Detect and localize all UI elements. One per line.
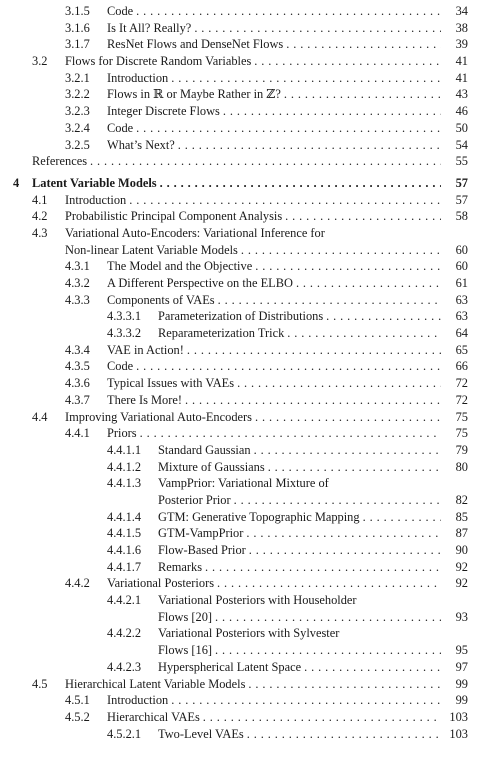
dot-leader [238,242,441,259]
toc-entry-title: Standard Gaussian [158,442,251,457]
toc-entry-title: Integer Discrete Flows [107,104,220,119]
toc-entry-title: Variational Posteriors with Sylvester [158,626,340,641]
dot-leader [244,726,441,743]
dot-leader [157,175,441,192]
toc-entry-number: 4.4.2.2 [107,626,142,641]
toc-entry-title: Mixture of Gaussians [158,459,265,474]
toc-entry-number: 4.5.2 [65,709,90,724]
toc-entry-title: Variational Posteriors with Householder [158,593,357,608]
toc-entry-number: 3.1.5 [65,4,90,18]
toc-entry-number: 4.3.4 [65,342,90,357]
toc-entry[interactable] [0,642,481,659]
toc-entry-title: Hierarchical VAEs [107,709,200,724]
dot-leader [202,559,441,576]
toc-entry[interactable] [0,308,481,325]
toc-entry-title: Reparameterization Trick [158,326,285,341]
toc-entry-number: 4 [13,175,20,190]
toc-entry[interactable] [0,409,481,426]
toc-entry[interactable] [0,592,481,609]
toc-entry-title: Priors [107,426,137,441]
toc-entry-number: 4.4.1.4 [107,509,142,524]
toc-entry-title: Is It All? Really? [107,20,192,35]
toc-entry-number: 4.4.2.1 [107,593,142,608]
toc-entry[interactable] [0,225,481,242]
toc-entry[interactable] [0,609,481,626]
toc-entry-page: 80 [455,459,468,474]
toc-entry-title: Remarks [158,559,203,574]
toc-entry-number: 4.4.2 [65,576,90,591]
toc-entry-title: Posterior Prior [158,492,231,507]
toc-entry[interactable] [0,726,481,743]
dot-leader [231,492,441,509]
dot-leader [234,375,441,392]
toc-entry-page: 46 [455,104,468,119]
toc-entry-page: 50 [455,120,468,135]
toc-entry-page: 75 [455,409,468,424]
toc-entry-page: 64 [455,326,468,341]
toc-entry-title: ResNet Flows and DenseNet Flows [107,37,284,52]
toc-entry[interactable] [0,625,481,642]
toc-entry-title: Introduction [65,192,127,207]
toc-entry-number: 4.4.1.3 [107,476,142,491]
toc-entry-title: VAE in Action! [107,342,184,357]
dot-leader [283,36,441,53]
dot-leader [126,192,441,209]
toc-entry-number: 4.2 [32,209,48,224]
toc-entry-page: 92 [455,559,468,574]
toc-entry-page: 79 [455,442,468,457]
toc-entry-title: Flows in ℝ or Maybe Rather in ℤ? [107,87,281,102]
toc-entry[interactable] [0,292,481,309]
toc-entry-number: 4.4.2.3 [107,659,142,674]
toc-entry-page: 103 [449,709,468,724]
toc-entry-page: 61 [455,276,468,290]
toc-entry-number: 4.5 [32,676,48,691]
dot-leader [281,86,441,103]
toc-entry-number: 4.4.1.1 [107,442,142,457]
toc-entry-page: 63 [455,309,468,324]
toc-entry[interactable] [0,70,481,87]
toc-entry-title: Introduction [107,693,169,708]
toc-entry[interactable] [0,208,481,225]
toc-entry-title: A Different Perspective on the ELBO [107,276,293,290]
toc-entry[interactable] [0,20,481,37]
dot-leader [293,275,441,292]
dot-leader [265,459,441,476]
toc-entry-number: 4.3.3 [65,292,90,307]
toc-entry-title: GTM-VampPrior [158,526,244,541]
toc-entry[interactable] [0,492,481,509]
toc-entry-number: 4.4.1.5 [107,526,142,541]
toc-entry-number: 4.3.7 [65,392,90,407]
dot-leader [284,325,441,342]
toc-entry-number: 4.4.1.7 [107,559,142,574]
toc-entry-number: 4.5.2.1 [107,726,142,741]
toc-entry-number: 4.3.3.1 [107,309,142,324]
toc-entry[interactable] [0,676,481,693]
toc-entry-page: 99 [455,693,468,708]
dot-leader [214,575,441,592]
toc-entry-number: 4.5.1 [65,693,90,708]
toc-entry[interactable] [0,509,481,526]
toc-entry-title: The Model and the Objective [107,259,253,274]
toc-entry[interactable] [0,53,481,70]
toc-entry-page: 92 [455,576,468,591]
dot-leader [168,692,441,709]
toc-entry[interactable] [0,459,481,476]
toc-entry-title: Variational Auto-Encoders: Variational Inference for [65,225,325,240]
toc-entry-title: What’s Next? [107,137,175,152]
dot-leader [133,358,441,375]
toc-entry[interactable] [0,153,481,170]
toc-entry-page: 72 [455,376,468,391]
dot-leader [133,120,441,137]
toc-entry-page: 87 [455,526,468,541]
toc-entry-title: Hyperspherical Latent Space [158,659,302,674]
toc-entry-page: 65 [455,342,468,357]
toc-entry-number: 4.3.3.2 [107,326,142,341]
toc-entry[interactable] [0,375,481,392]
toc-entry[interactable] [0,525,481,542]
dot-leader [246,542,441,559]
toc-entry-page: 95 [455,643,468,658]
toc-entry-title: Flows for Discrete Random Variables [65,54,252,69]
toc-entry-number: 4.1 [32,192,48,207]
toc-entry-page: 55 [455,154,468,169]
toc-entry-title: Flow-Based Prior [158,543,246,557]
toc-entry[interactable] [0,258,481,275]
dot-leader [175,137,441,154]
toc-entry-title: Code [107,359,134,374]
toc-entry-number: 4.4.1 [65,426,90,441]
toc-entry-title: GTM: Generative Topographic Mapping [158,509,360,524]
toc-entry-number: 3.2.2 [65,87,90,102]
toc-entry-page: 34 [455,4,468,18]
dot-leader [133,3,441,20]
toc-entry-number: 4.3.1 [65,259,90,274]
dot-leader [191,20,441,37]
dot-leader [251,442,441,459]
dot-leader [168,70,441,87]
dot-leader [245,676,441,693]
toc-entry[interactable] [0,475,481,492]
toc-entry[interactable] [0,392,481,409]
toc-entry-page: 82 [455,492,468,507]
dot-leader [200,709,441,726]
toc-entry-title: Code [107,120,134,135]
toc-entry-title: Code [107,4,134,18]
toc-entry[interactable] [0,692,481,709]
toc-entry[interactable] [0,120,481,137]
toc-entry-page: 75 [455,426,468,441]
toc-entry-number: 3.2.5 [65,137,90,152]
toc-entry-page: 41 [455,54,468,69]
toc-entry[interactable] [0,575,481,592]
toc-entry-page: 41 [455,70,468,85]
toc-entry-number: 4.4 [32,409,48,424]
dot-leader [251,53,441,70]
toc-entry-title: Components of VAEs [107,292,215,307]
toc-entry[interactable] [0,275,481,292]
toc-entry-number: 4.3.5 [65,359,90,374]
dot-leader [301,659,441,676]
toc-entry-page: 93 [455,609,468,624]
toc-entry-page: 38 [455,20,468,35]
toc-entry-number: 4.4.1.2 [107,459,142,474]
dot-leader [282,208,441,225]
toc-entry-number: 4.3.2 [65,276,90,290]
toc-entry[interactable] [0,425,481,442]
toc-entry-title: References [32,154,88,169]
toc-entry-title: Typical Issues with VAEs [107,376,235,391]
toc-entry-title: Latent Variable Models [32,175,157,190]
toc-entry-page: 85 [455,509,468,524]
toc-entry[interactable] [0,86,481,103]
toc-entry-number: 4.3.6 [65,376,90,391]
toc-entry-page: 39 [455,37,468,52]
dot-leader [182,392,441,409]
dot-leader [323,308,441,325]
toc-entry[interactable] [0,192,481,209]
toc-entry-page: 63 [455,292,468,307]
toc-entry-page: 57 [455,192,468,207]
table-of-contents [0,3,481,742]
toc-entry[interactable] [0,559,481,576]
dot-leader [212,642,441,659]
toc-entry[interactable] [0,542,481,559]
toc-entry-page: 57 [455,175,468,190]
toc-entry[interactable] [0,358,481,375]
toc-entry-number: 4.4.1.6 [107,543,142,557]
toc-entry-title: There Is More! [107,392,182,407]
toc-entry-number: 3.2.3 [65,104,90,119]
toc-entry[interactable] [0,659,481,676]
toc-entry-title: Flows [16] [158,643,213,658]
toc-entry-page: 54 [455,137,468,152]
dot-leader [137,425,441,442]
toc-entry-number: 3.2 [32,54,48,69]
dot-leader [215,292,441,309]
toc-entry-page: 72 [455,392,468,407]
dot-leader [184,342,441,359]
toc-entry-page: 97 [455,659,468,674]
toc-entry-page: 99 [455,676,468,691]
toc-chapter-entry[interactable] [0,175,481,192]
toc-entry-number: 3.2.4 [65,120,90,135]
toc-entry[interactable] [0,342,481,359]
toc-entry-title: Variational Posteriors [107,576,215,591]
toc-entry-number: 3.1.7 [65,37,90,52]
toc-entry-page: 90 [455,543,468,557]
toc-entry-title: Flows [20] [158,609,213,624]
toc-entry-page: 60 [455,242,468,257]
toc-entry[interactable] [0,36,481,53]
toc-entry-title: Probabilistic Principal Component Analysis [65,209,283,224]
dot-leader [220,103,441,120]
toc-entry-title: Non-linear Latent Variable Models [65,242,238,257]
toc-entry[interactable] [0,137,481,154]
dot-leader [252,409,441,426]
toc-entry[interactable] [0,442,481,459]
toc-entry-page: 103 [449,726,468,741]
dot-leader [212,609,441,626]
dot-leader [243,525,441,542]
toc-entry-number: 4.3 [32,225,48,240]
toc-entry-page: 66 [455,359,468,374]
toc-entry-title: Hierarchical Latent Variable Models [65,676,246,691]
toc-entry-title: Introduction [107,70,169,85]
toc-entry-title: Improving Variational Auto-Encoders [65,409,252,424]
toc-entry-title: Parameterization of Distributions [158,309,324,324]
toc-entry-title: Two-Level VAEs [158,726,244,741]
toc-entry-page: 43 [455,87,468,102]
toc-entry-number: 3.1.6 [65,20,90,35]
toc-entry-title: VampPrior: Variational Mixture of [158,476,329,491]
dot-leader [252,258,441,275]
toc-entry-page: 60 [455,259,468,274]
toc-entry[interactable] [0,3,481,20]
toc-entry[interactable] [0,709,481,726]
toc-entry[interactable] [0,103,481,120]
toc-entry-number: 3.2.1 [65,70,90,85]
toc-entry-page: 58 [455,209,468,224]
dot-leader [360,509,441,526]
toc-entry[interactable] [0,325,481,342]
dot-leader [87,153,441,170]
toc-entry[interactable] [0,242,481,259]
